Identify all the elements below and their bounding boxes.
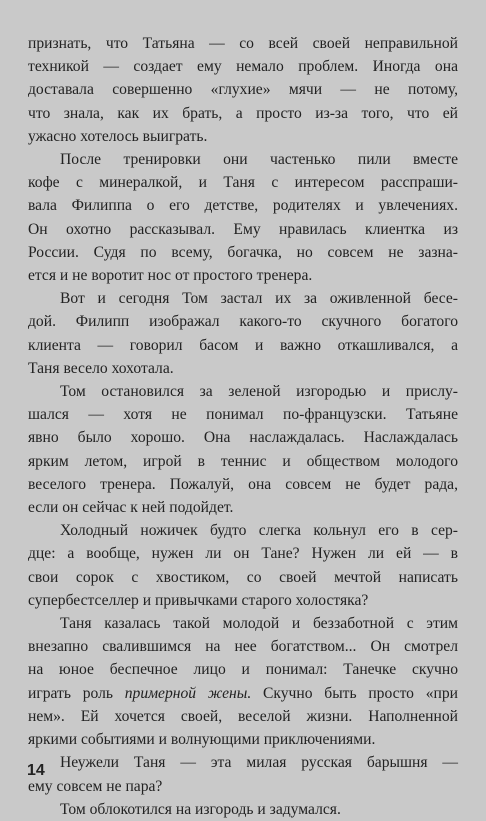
text-line: если он сейчас к ней подойдет. (28, 499, 234, 517)
text-line: веселого тренера. Пожалуй, она совсем не будет рада, (28, 475, 458, 493)
text-line: ужасно хотелось выиграть. (28, 127, 208, 145)
text-line: доставала совершенно «глухие» мячи — не потому, (28, 81, 458, 99)
text-line: свои сорок с хвостиком, со своей мечтой написать (28, 568, 458, 586)
text-line: Таня весело хохотала. (28, 359, 174, 377)
text-line: Том облокотился на изгородь и задумался. (60, 800, 341, 818)
text-line: техникой — создает ему немало проблем. Иногда она (28, 58, 458, 76)
text-line: кофе с минералкой, и Таня с интересом расспраши- (28, 174, 458, 192)
text-line: Неужели Таня — эта милая русская барышня — (60, 754, 458, 772)
text-line: Холодный ножичек будто слегка кольнул его в сер- (60, 522, 458, 540)
text-line: внезапно свалившимся на нее богатством... Он смотрел (28, 638, 458, 656)
text-line: Он охотно рассказывал. Ему нравилась клиентка из (28, 220, 458, 238)
paragraph (28, 798, 458, 821)
text-line: на юное беспечное лицо и понимал: Танечке скучно (28, 661, 458, 679)
text-line: признать, что Татьяна — со всей своей неправильной (28, 35, 458, 52)
text-line: явно было хорошо. Она наслаждалась. Наслаждалась (28, 429, 458, 447)
paragraph (28, 751, 458, 797)
text-line: играть роль примерной жены. Скучно быть просто «при (28, 684, 458, 702)
text-line: Вот и сегодня Том застал их за оживленной бесе- (60, 290, 458, 308)
text-line: Том остановился за зеленой изгородью и прислу- (60, 383, 458, 401)
text-line: дой. Филипп изображал какого-то скучного богатого (28, 313, 458, 331)
text-line: дце: а вообще, нужен ли он Тане? Нужен ли ей — в (28, 545, 458, 563)
page-number: 14 (27, 762, 45, 779)
text-line: После тренировки они частенько пили вместе (60, 151, 458, 169)
text-line: яркими событиями и волнующими приключениями. (28, 731, 376, 749)
text-line: нем». Ей хочется своей, веселой жизни. Наполненной (28, 707, 458, 725)
text-line: клиента — говорил басом и важно откашливался, а (28, 336, 458, 354)
text-line: ему совсем не пара? (28, 777, 163, 795)
paragraph (28, 519, 458, 612)
paragraph (28, 380, 458, 519)
text-line: ярким летом, игрой в теннис и обществом молодого (28, 452, 458, 470)
page-body (28, 32, 458, 821)
text-line: Таня казалась такой молодой и беззаботной с этим (60, 615, 458, 633)
emphasis-text: примерной жены. (124, 684, 252, 702)
text-line: ется и не воротит нос от простого тренера. (28, 267, 313, 285)
text-line: шался — хотя не понимал по-французски. Татьяне (28, 406, 458, 424)
paragraph (28, 32, 458, 148)
paragraph (28, 287, 458, 380)
text-line: России. Судя по всему, богачка, но совсем не зазна- (28, 243, 458, 261)
paragraph (28, 612, 458, 751)
text-line: что знала, как их брать, а просто из-за того, что ей (28, 104, 458, 122)
paragraph (28, 148, 458, 287)
text-line: вала Филиппа о его детстве, родителях и увлечениях. (28, 197, 458, 215)
text-line: супербестселлер и привычками старого холостяка? (28, 591, 369, 609)
